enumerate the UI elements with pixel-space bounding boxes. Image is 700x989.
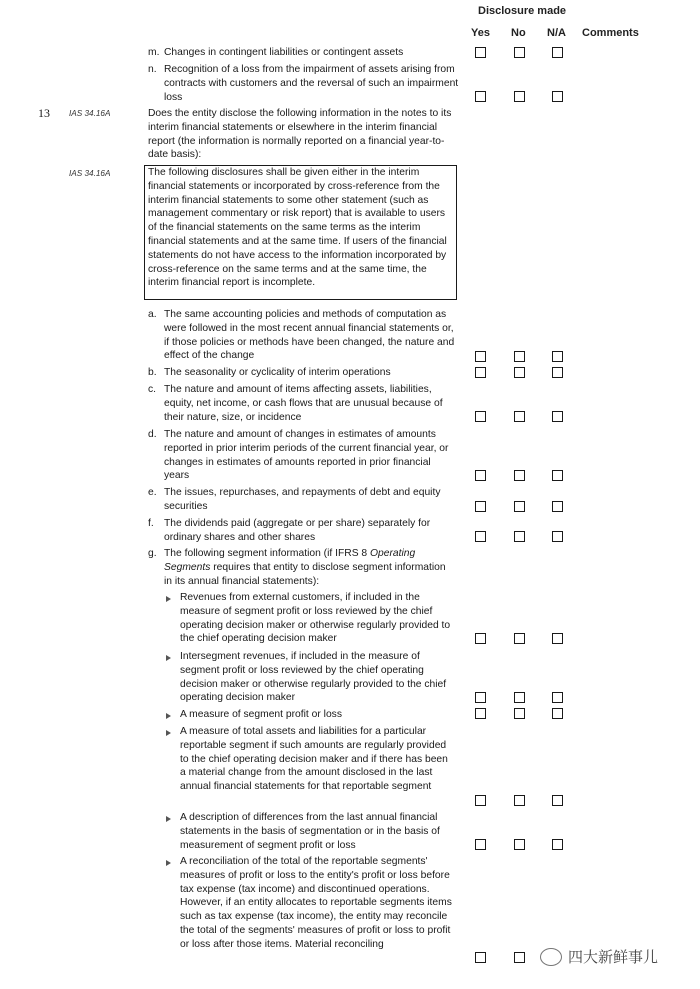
item-d-label: d. <box>148 429 157 440</box>
item-f-yes-checkbox[interactable] <box>475 531 486 542</box>
callout-reference: IAS 34.16A <box>69 169 111 178</box>
bullet-4-yes-checkbox[interactable] <box>475 795 486 806</box>
column-comments: Comments <box>582 27 639 39</box>
item-d-na-checkbox[interactable] <box>552 470 563 481</box>
item-d-text: The nature and amount of changes in estimates of amounts reported in prior interim periods of the current financial year, or changes in estimates of amounts reported in prior financial years <box>164 429 449 482</box>
disclosure-made-heading: Disclosure made <box>478 5 567 17</box>
item-c-na-checkbox[interactable] <box>552 411 563 422</box>
item-b-no-checkbox[interactable] <box>514 367 525 378</box>
item-e-no-checkbox[interactable] <box>514 501 525 512</box>
column-yes: Yes <box>471 27 490 39</box>
item-c-yes-checkbox[interactable] <box>475 411 486 422</box>
question-reference: IAS 34.16A <box>69 109 111 118</box>
item-e-na-checkbox[interactable] <box>552 501 563 512</box>
bullet-1-yes-checkbox[interactable] <box>475 633 486 644</box>
item-m-label: m. <box>148 47 160 58</box>
item-b-yes-checkbox[interactable] <box>475 367 486 378</box>
item-m-yes-checkbox[interactable] <box>475 47 486 58</box>
item-a-text: The same accounting policies and methods of computation as were followed in the most recent annual financial statements or, if those policies or methods have been changed, the nature and effect of the change <box>164 309 455 362</box>
bullet-2-no-checkbox[interactable] <box>514 692 525 703</box>
item-n-label: n. <box>148 64 157 75</box>
column-no: No <box>511 27 526 39</box>
item-f-no-checkbox[interactable] <box>514 531 525 542</box>
callout-box <box>144 165 457 300</box>
item-m-na-checkbox[interactable] <box>552 47 563 58</box>
item-b-na-checkbox[interactable] <box>552 367 563 378</box>
bullet-4-no-checkbox[interactable] <box>514 795 525 806</box>
bullet-3-no-checkbox[interactable] <box>514 708 525 719</box>
question-text: Does the entity disclose the following information in the notes to its interim financial statements or elsewhere in the interim financial report (the information is normally reported on a financial year-to-date basis): <box>148 108 452 161</box>
watermark <box>540 946 658 967</box>
bullet-6-yes-checkbox[interactable] <box>475 952 486 963</box>
bullet-1-na-checkbox[interactable] <box>552 633 563 644</box>
item-b-text: The seasonality or cyclicality of interim operations <box>164 367 391 378</box>
item-c-label: c. <box>148 384 157 395</box>
bullet-3-text: A measure of segment profit or loss <box>180 709 342 720</box>
bullet-2-na-checkbox[interactable] <box>552 692 563 703</box>
item-g-text-pre: The following segment information (if IFRS 8 <box>164 548 371 559</box>
watermark-text: 四大新鲜事儿 <box>568 949 659 966</box>
item-f-label: f. <box>148 518 154 529</box>
item-n-no-checkbox[interactable] <box>514 91 525 102</box>
item-e-label: e. <box>148 487 157 498</box>
bullet-2-text: Intersegment revenues, if included in the measure of segment profit or loss reviewed by the chief operating decision maker or otherwise regularly provided to the chief operating decision maker <box>180 651 447 704</box>
bullet-5-yes-checkbox[interactable] <box>475 839 486 850</box>
callout-text: The following disclosures shall be given either in the interim financial statements or incorporated by cross-reference from the interim financial statements to some other statement (such as management commentary or risk report) that is available to users of the financial statements on the same terms as the interim financial statements and at the same time. If users of the financial statements do not have access to the information incorporated by cross-reference on the same terms and at the same time, the interim financial report is incomplete. <box>148 167 447 289</box>
item-e-yes-checkbox[interactable] <box>475 501 486 512</box>
bullet-arrow-icon <box>166 713 171 719</box>
bullet-4-na-checkbox[interactable] <box>552 795 563 806</box>
item-g-label: g. <box>148 548 157 559</box>
item-m-text: Changes in contingent liabilities or contingent assets <box>164 47 404 58</box>
bullet-5-text: A description of differences from the last annual financial statements in the basis of segmentation or in the basis of measurement of segment profit or loss <box>180 812 440 851</box>
item-f-text: The dividends paid (aggregate or per share) separately for ordinary shares and other shares <box>164 518 431 543</box>
item-m-no-checkbox[interactable] <box>514 47 525 58</box>
bullet-3-na-checkbox[interactable] <box>552 708 563 719</box>
item-n-text: Recognition of a loss from the impairment of assets arising from contracts with customers and the reversal of such an impairment loss <box>164 64 459 103</box>
bullet-6-text: A reconciliation of the total of the reportable segments' measures of profit or loss to the entity's profit or loss before tax expense (tax income) and discontinued operations. However, if an entity allocates to reportable segments items such as tax expense (tax income), the entity may reconcile the total of the segments' measures of profit or loss to profit or loss after those items. Material reconciling <box>180 856 452 950</box>
item-c-no-checkbox[interactable] <box>514 411 525 422</box>
bullet-5-no-checkbox[interactable] <box>514 839 525 850</box>
bullet-5-na-checkbox[interactable] <box>552 839 563 850</box>
item-c-text: The nature and amount of items affecting assets, liabilities, equity, net income, or cash flows that are unusual because of their nature, size, or incidence <box>164 384 443 423</box>
item-d-no-checkbox[interactable] <box>514 470 525 481</box>
item-g-text-italic: Operating Segments <box>164 548 416 573</box>
bullet-arrow-icon <box>166 730 171 736</box>
bullet-4-text: A measure of total assets and liabilities for a particular reportable segment if such amounts are regularly provided to the chief operating decision maker and if there has been a material change from the amount disclosed in the last annual financial statements for that reportable segment <box>180 726 448 793</box>
question-number: 13 <box>38 106 50 120</box>
item-a-no-checkbox[interactable] <box>514 351 525 362</box>
item-n-na-checkbox[interactable] <box>552 91 563 102</box>
bullet-1-text: Revenues from external customers, if included in the measure of segment profit or loss reviewed by the chief operating decision maker or otherwise regularly provided to the chief operating decision maker <box>180 592 451 645</box>
item-e-text: The issues, repurchases, and repayments of debt and equity securities <box>164 487 441 512</box>
item-d-yes-checkbox[interactable] <box>475 470 486 481</box>
bullet-1-no-checkbox[interactable] <box>514 633 525 644</box>
bullet-arrow-icon <box>166 816 171 822</box>
bullet-3-yes-checkbox[interactable] <box>475 708 486 719</box>
item-a-yes-checkbox[interactable] <box>475 351 486 362</box>
item-a-na-checkbox[interactable] <box>552 351 563 362</box>
item-f-na-checkbox[interactable] <box>552 531 563 542</box>
wechat-icon <box>540 948 562 966</box>
item-a-label: a. <box>148 309 157 320</box>
bullet-arrow-icon <box>166 860 171 866</box>
column-na: N/A <box>547 27 566 39</box>
item-n-yes-checkbox[interactable] <box>475 91 486 102</box>
item-b-label: b. <box>148 367 157 378</box>
item-g-text-post: requires that entity to disclose segment information in its annual financial statements): <box>164 561 446 587</box>
item-g-text <box>164 547 454 588</box>
bullet-6-no-checkbox[interactable] <box>514 952 525 963</box>
bullet-2-yes-checkbox[interactable] <box>475 692 486 703</box>
bullet-arrow-icon <box>166 655 171 661</box>
bullet-arrow-icon <box>166 596 171 602</box>
